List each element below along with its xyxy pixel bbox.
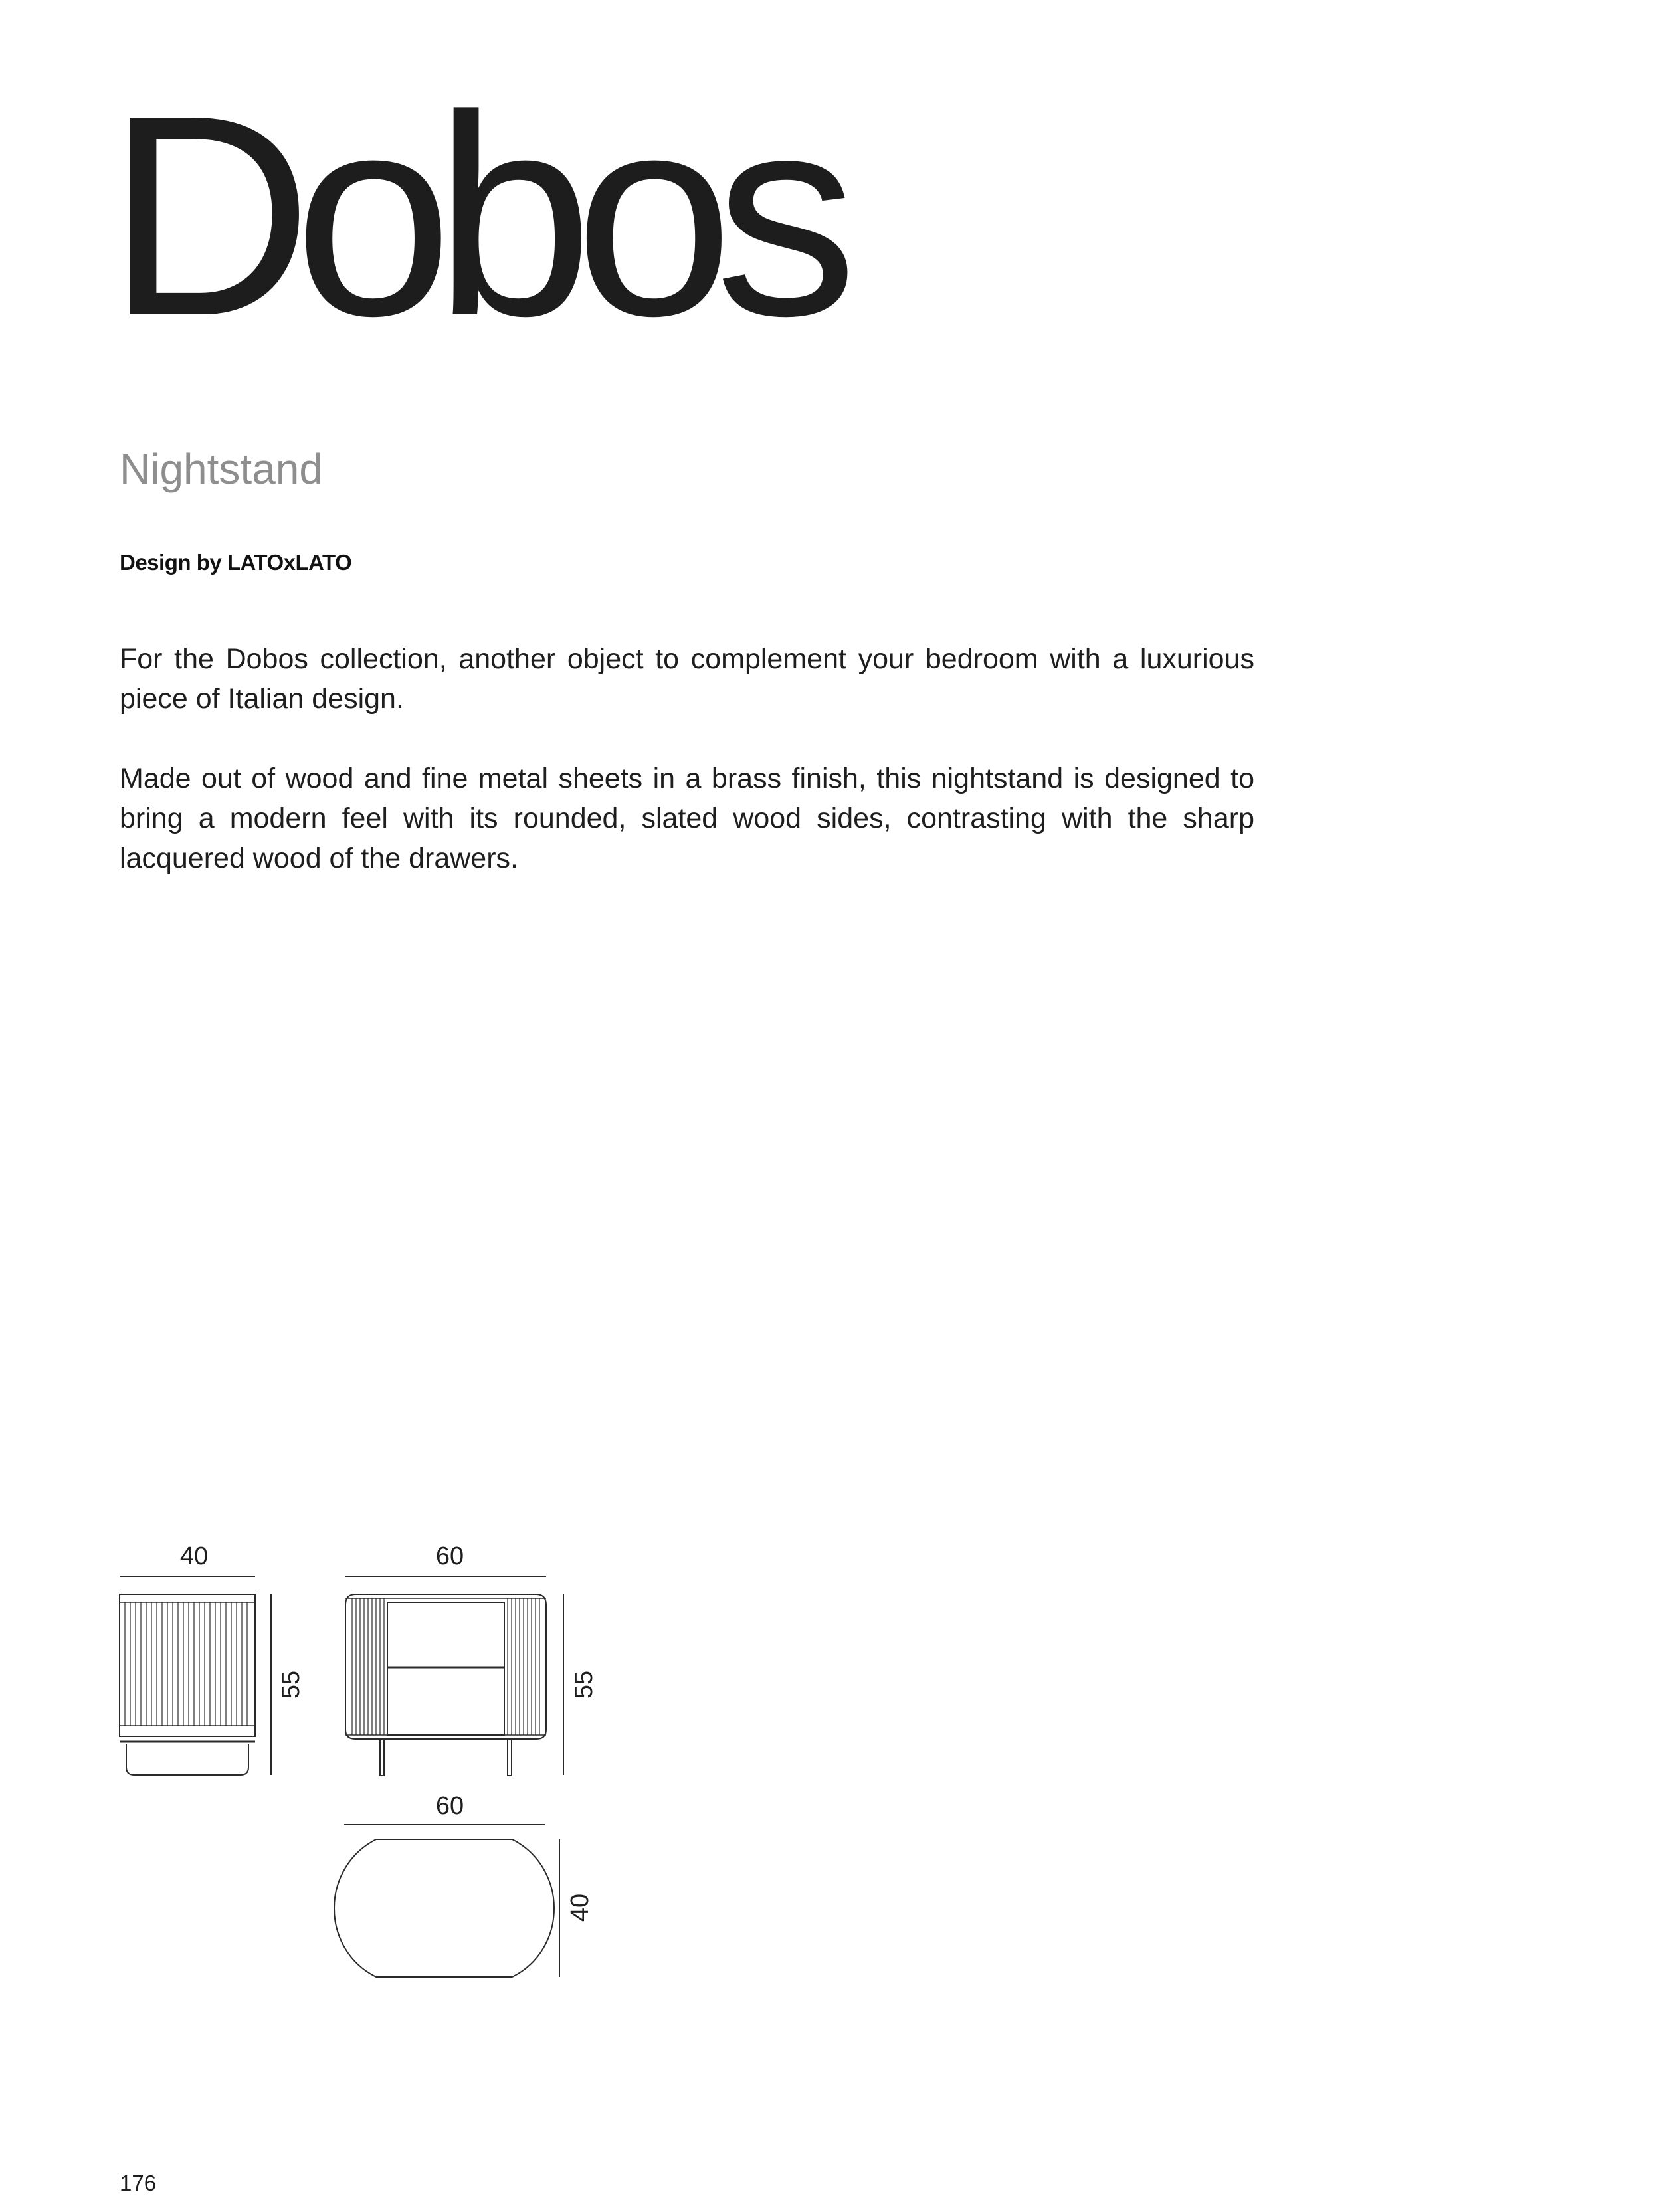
front-slats-right [508,1598,539,1735]
top-view [334,1825,559,1977]
front-leg-left [380,1739,384,1776]
top-width-label: 60 [435,1792,464,1820]
front-leg-right [508,1739,512,1776]
side-width-label: 40 [179,1542,209,1570]
description-paragraph-1: For the Dobos collection, another object to complement your bedroom with a luxurious piece of Italian design. [120,643,1254,715]
front-view [345,1576,563,1776]
front-body [345,1594,546,1739]
side-foot [126,1744,248,1775]
top-outline [334,1839,554,1977]
front-width-label: 60 [435,1542,464,1570]
side-body [120,1594,255,1736]
front-drawer-frame [387,1602,504,1735]
front-slats-left [352,1598,384,1735]
designer-credit: Design by LATOxLATO [120,550,352,575]
product-category: Nightstand [120,445,323,493]
front-height-label: 55 [570,1670,598,1699]
product-title: Dobos [106,56,839,375]
side-view [120,1576,271,1775]
page-number: 176 [120,2171,157,2195]
description-paragraph-2: Made out of wood and fine metal sheets in a brass finish, this nightstand is designed to bring a modern feel with its rounded, slated wood sides, contrasting with the sharp lacquered wood of the drawers. [120,763,1254,874]
top-depth-label: 40 [566,1893,594,1922]
side-slats [125,1602,247,1726]
side-height-label: 55 [277,1670,305,1699]
